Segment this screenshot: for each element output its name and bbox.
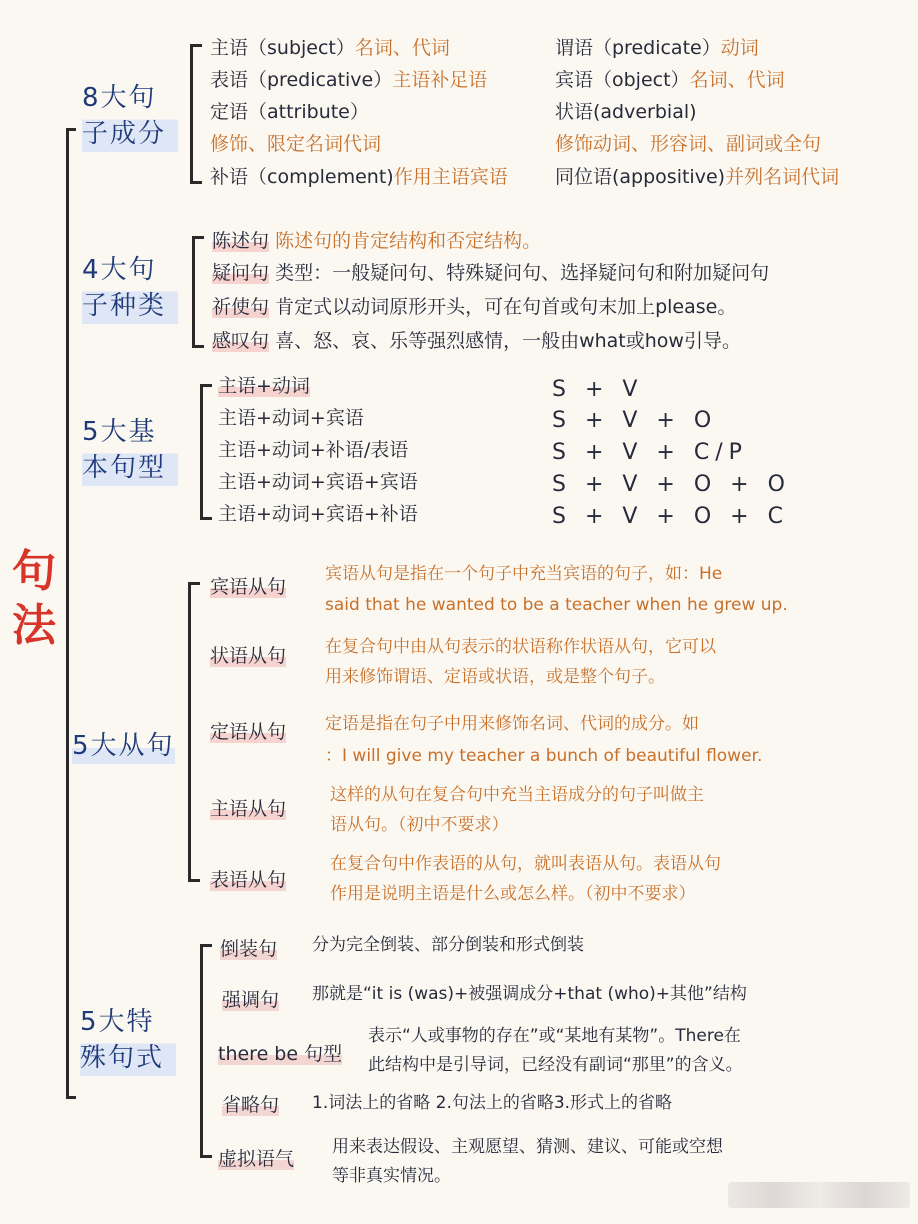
clause-desc-1a: 宾语从句是指在一个句子中充当宾语的句子，如：He [325, 564, 723, 584]
blurred-watermark [728, 1182, 910, 1208]
type-row-3: 祈使句 肯定式以动词原形开头，可在句首或句末加上please。 [212, 296, 737, 318]
formula-row-2: S + V + O [552, 408, 718, 433]
formula-row-5: S + V + O + C [552, 504, 789, 529]
component-row-1-right: 谓语（predicate）动词 [555, 37, 759, 59]
clause-name-5: 表语从句 [210, 869, 287, 891]
pattern-row-3: 主语+动词+补语/表语 [218, 439, 409, 461]
clause-desc-5b: 作用是说明主语是什么或怎么样。（初中不要求） [330, 884, 696, 904]
bracket-special-bottom [200, 1155, 212, 1158]
special-desc-3b: 此结构中是引导词，已经没有副词“那里”的含义。 [368, 1055, 743, 1075]
component-row-1: 主语（subject）名词、代词 [210, 37, 450, 59]
bracket-types-bottom [192, 345, 204, 348]
clause-desc-3b: ：I will give my teacher a bunch of beautiful flower. [325, 746, 763, 766]
clause-name-3: 定语从句 [210, 721, 287, 743]
formula-row-4: S + V + O + O [552, 472, 791, 497]
root-title: 句法 [12, 546, 56, 651]
bracket-components [190, 44, 193, 184]
special-desc-2: 那就是“it is (was)+被强调成分+that (who)+其他”结构 [312, 984, 747, 1004]
clause-desc-2a: 在复合句中由从句表示的状语称作状语从句，它可以 [325, 637, 716, 657]
bracket-sentence-types [192, 236, 195, 348]
special-name-5: 虚拟语气 [218, 1148, 295, 1170]
special-name-1: 倒装句 [220, 938, 278, 960]
pattern-row-2: 主语+动词+宾语 [218, 407, 364, 429]
pattern-row-5: 主语+动词+宾语+补语 [218, 503, 418, 525]
special-name-3: there be 句型 [218, 1043, 343, 1065]
clause-desc-1b: said that he wanted to be a teacher when he grew up. [325, 595, 788, 615]
bracket-basic-patterns [200, 384, 203, 520]
clause-desc-4b: 语从句。（初中不要求） [330, 815, 509, 835]
clause-name-2: 状语从句 [210, 645, 287, 667]
component-row-5-right: 同位语(appositive)并列名词代词 [555, 166, 840, 188]
clause-name-4: 主语从句 [210, 798, 287, 820]
special-name-4: 省略句 [222, 1094, 280, 1116]
clause-desc-2b: 用来修饰谓语、定语或状语，或是整个句子。 [325, 667, 665, 687]
clause-desc-4a: 这样的从句在复合句中充当主语成分的句子叫做主 [330, 785, 704, 805]
component-row-4: 修饰、限定名词代词 [210, 133, 382, 155]
pattern-row-1: 主语+动词 [218, 375, 310, 397]
label-basic-patterns: 5大基 本句型 [82, 414, 178, 486]
component-row-4-right: 修饰动词、形容词、副词或全句 [555, 133, 822, 155]
special-name-2: 强调句 [222, 989, 280, 1011]
main-trunk-line [66, 128, 69, 1098]
label-special-forms: 5大特 殊句式 [80, 1004, 176, 1076]
type-row-4: 感叹句 喜、怒、哀、乐等强烈感情，一般由what或how引导。 [212, 330, 741, 352]
pattern-row-4: 主语+动词+宾语+宾语 [218, 471, 418, 493]
label-clauses: 5大从句 [72, 728, 175, 764]
component-row-5: 补语（complement)作用主语宾语 [210, 166, 508, 188]
formula-row-1: S + V [552, 377, 644, 402]
component-row-3-right: 状语(adverbial) [555, 101, 697, 123]
clause-desc-5a: 在复合句中作表语的从句，就叫表语从句。表语从句 [330, 854, 721, 874]
special-desc-3a: 表示“人或事物的存在”或“某地有某物”。There在 [368, 1026, 741, 1046]
bracket-clauses [188, 582, 191, 882]
special-desc-5a: 用来表达假设、主观愿望、猜测、建议、可能或空想 [332, 1137, 723, 1157]
bracket-types-top [192, 236, 204, 239]
special-desc-4: 1.词法上的省略 2.句法上的省略3.形式上的省略 [312, 1093, 673, 1113]
bracket-components-bottom [190, 181, 202, 184]
bracket-special [200, 944, 203, 1158]
formula-row-3: S + V + C/P [552, 440, 748, 465]
bracket-clauses-bottom [188, 879, 200, 882]
trunk-top-tick [66, 128, 76, 131]
special-desc-5b: 等非真实情况。 [332, 1166, 451, 1186]
bracket-components-top [190, 44, 202, 47]
bracket-special-top [200, 944, 212, 947]
bracket-clauses-top [188, 582, 200, 585]
type-row-1: 陈述句 陈述句的肯定结构和否定结构。 [212, 230, 542, 252]
clause-name-1: 宾语从句 [210, 576, 287, 598]
component-row-2-right: 宾语（object）名词、代词 [555, 69, 785, 91]
component-row-3: 定语（attribute） [210, 101, 369, 123]
component-row-2: 表语（predicative）主语补足语 [210, 69, 488, 91]
clause-desc-3a: 定语是指在句子中用来修饰名词、代词的成分。如 [325, 714, 699, 734]
label-sentence-types: 4大句 子种类 [82, 252, 178, 324]
special-desc-1: 分为完全倒装、部分倒装和形式倒装 [312, 935, 584, 955]
trunk-bottom-tick [66, 1096, 76, 1099]
bracket-patterns-top [200, 384, 212, 387]
bracket-patterns-bottom [200, 517, 212, 520]
type-row-2: 疑问句 类型：一般疑问句、特殊疑问句、选择疑问句和附加疑问句 [212, 262, 770, 284]
label-sentence-components: 8大句 子成分 [82, 80, 178, 152]
